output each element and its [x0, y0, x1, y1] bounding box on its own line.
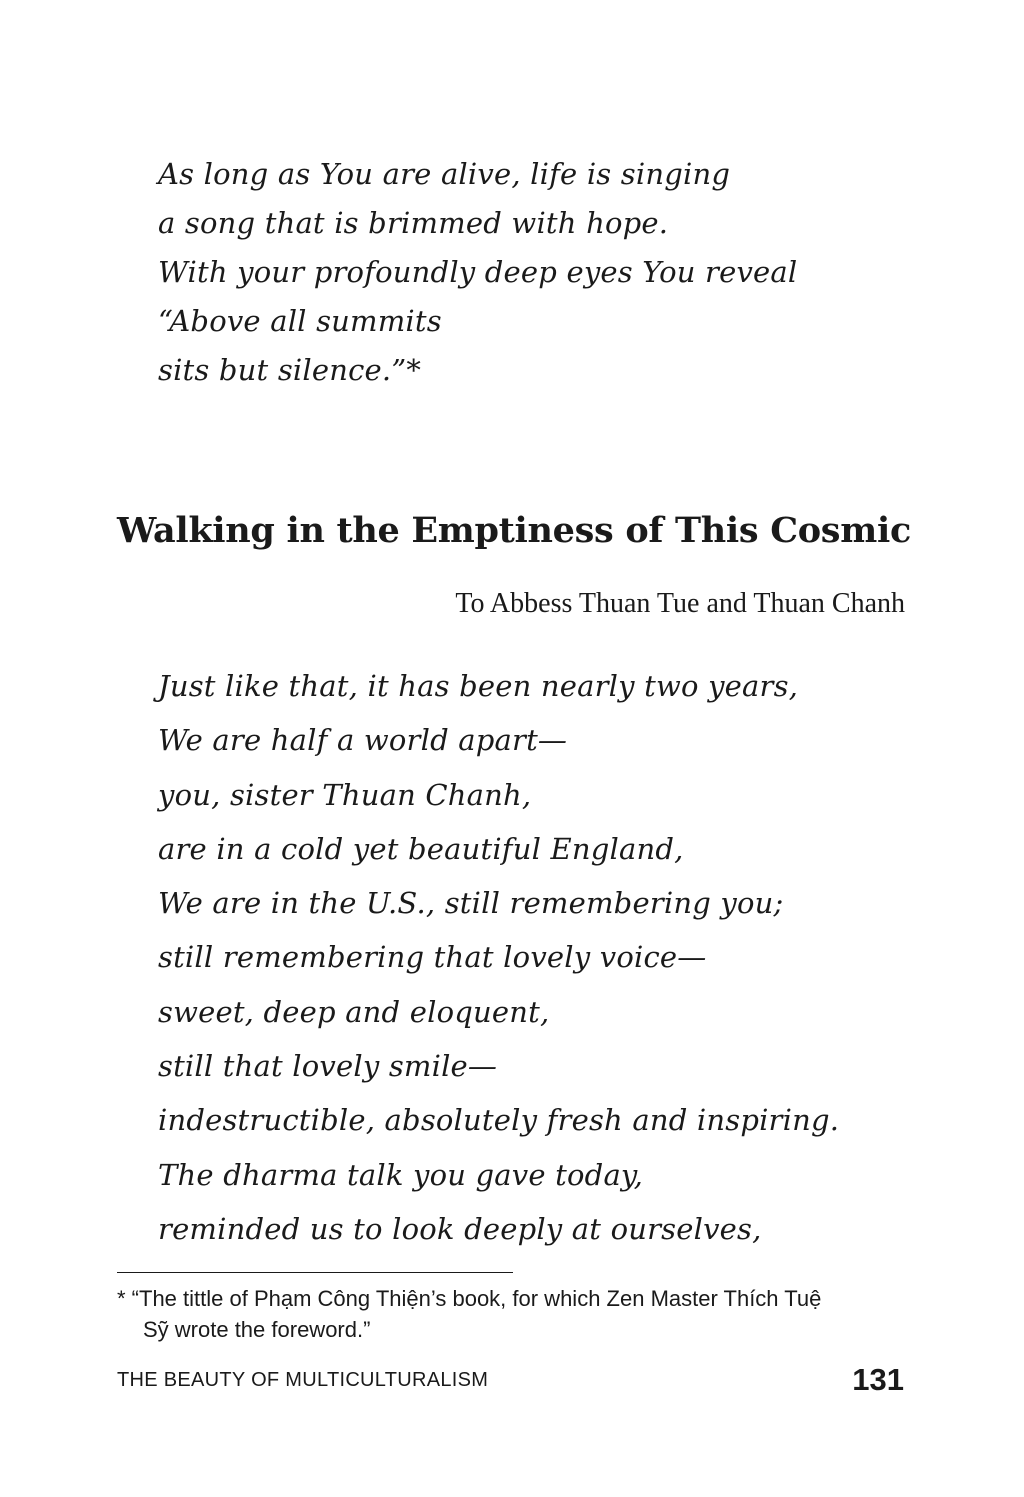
- footnote-line: Sỹ wrote the foreword.”: [143, 1317, 371, 1342]
- running-footer-title: THE BEAUTY OF MULTICULTURALISM: [117, 1369, 489, 1391]
- footnote-divider: [117, 1272, 513, 1273]
- poem-line: still that lovely smile—: [158, 1049, 498, 1084]
- poem-line: a song that is brimmed with hope.: [158, 206, 669, 240]
- poem-line: sweet, deep and eloquent,: [158, 994, 550, 1029]
- poem-line: Just like that, it has been nearly two years,: [158, 669, 799, 703]
- page-number: 131: [852, 1362, 904, 1397]
- poem-dedication: To Abbess Thuan Tue and Thuan Chanh: [455, 588, 905, 619]
- poem-title: Walking in the Emptiness of This Cosmic: [117, 510, 911, 551]
- poem-line: The dharma talk you gave today,: [158, 1157, 644, 1192]
- poem-line: still remembering that lovely voice—: [158, 940, 707, 975]
- poem-line: We are half a world apart—: [158, 723, 568, 758]
- poem-line: you, sister Thuan Chanh,: [158, 777, 532, 812]
- poem-line: indestructible, absolutely fresh and inspiring.: [158, 1103, 840, 1138]
- poem-body: [158, 659, 839, 1256]
- opening-stanza: [158, 150, 797, 395]
- footnote: [117, 1283, 912, 1345]
- poem-line: We are in the U.S., still remembering you;: [158, 886, 784, 921]
- poem-line: are in a cold yet beautiful England,: [158, 831, 684, 866]
- poem-line: sits but silence.”*: [158, 353, 422, 387]
- poem-line: reminded us to look deeply at ourselves,: [158, 1211, 762, 1246]
- poem-line: With your profoundly deep eyes You reveal: [158, 255, 798, 289]
- footnote-line: * “The tittle of Phạm Công Thiện’s book, for which Zen Master Thích Tuệ: [117, 1286, 822, 1311]
- poem-line: “Above all summits: [158, 304, 442, 338]
- poem-line: As long as You are alive, life is singing: [158, 157, 731, 191]
